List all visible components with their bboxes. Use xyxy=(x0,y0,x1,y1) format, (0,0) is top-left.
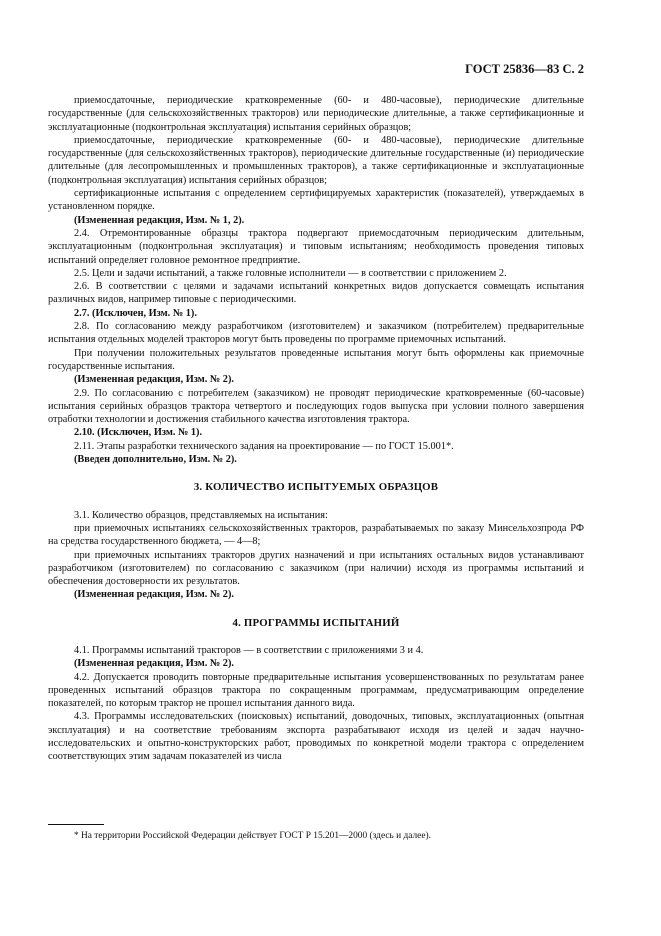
clause-2-10: 2.10. (Исключен, Изм. № 1). xyxy=(74,427,203,439)
clause-2-6: 2.6. В соответствии с целями и задачами испытаний конкретных видов допускается совмещать испытания различных видов, например типовые с периодическими. xyxy=(48,281,584,306)
clause-2-5: 2.5. Цели и задачи испытаний, а также головные исполнители — в соответствии с приложением 2. xyxy=(74,267,507,279)
clause-2-11: 2.11. Этапы разработки технического задания на проектирование — по ГОСТ 15.001*. xyxy=(74,440,454,452)
clause-2-9: 2.9. По согласованию с потребителем (заказчиком) не проводят периодические кратковременные (60-часовые) испытания серийных образцов трактора четвертого и последующих годов выпуска при условии полного завершения отработки технологии и достижения стабильного качества изготовления трактора. xyxy=(48,387,584,426)
revision-note: (Измененная редакция, Изм. № 1, 2). xyxy=(74,214,245,226)
clause-2-8: 2.8. По согласованию между разработчиком (изготовителем) и заказчиком (потребителем) предварительные испытания отдельных моделей тракторов могут быть проведены по программе приемочных испытаний. xyxy=(48,321,584,346)
revision-note: (Измененная редакция, Изм. № 2). xyxy=(74,658,234,670)
clause-4-2: 4.2. Допускается проводить повторные предварительные испытания усовершенствованных по результатам ранее проведенных испытаний образцов трактора по сокращенным программам, предусматривающим определение показателей, по которым трактор не прошел испытания данного вида. xyxy=(48,671,584,710)
clause-2-8-continued: При получении положительных результатов проведенные испытания могут быть оформлены как приемочные государственные испытания. xyxy=(48,347,584,372)
footnote: * На территории Российской Федерации действует ГОСТ Р 15.201—2000 (здесь и далее). xyxy=(74,831,431,841)
section-3-title: 3. КОЛИЧЕСТВО ИСПЫТУЕМЫХ ОБРАЗЦОВ xyxy=(193,481,439,494)
clause-2-4: 2.4. Отремонтированные образцы трактора подвергают приемосдаточным периодическим длительным, эксплуатационным (подконтрольная эксплуатация) и типовым испытаниям; необходимость проведения типовых испытаний определяет головное ремонтное предприятие. xyxy=(48,227,584,266)
revision-note: (Измененная редакция, Изм. № 2). xyxy=(74,589,234,601)
clause-4-3: 4.3. Программы исследовательских (поисковых) испытаний, доводочных, типовых, эксплуатационных (опытная эксплуатация) и на соответствие требованиям экспорта разрабатывают исходя из целей и задач научно-исследовательских и опытно-конструкторских работ, проводимых по конкретной модели трактора с определением соответствующих этим задачам показателей из числа xyxy=(48,711,584,763)
clause-3-1-item: при приемочных испытаниях тракторов других назначений и при испытаниях остальных видов устанавливают разработчиком (изготовителем) по согласованию с заказчиком (при наличии) исходя из программы испытаний и обеспечения достоверности их результатов. xyxy=(48,549,584,588)
addition-note: (Введен дополнительно, Изм. № 2). xyxy=(74,454,237,466)
document-body xyxy=(48,94,584,764)
paragraph: приемосдаточные, периодические кратковременные (60- и 480-часовые), периодические длительные государственные (для сельскохозяйственных тракторов) или периодические длительные, а также сертификационные и эксплуатационные (подконтрольная эксплуатация) испытания серийных образцов; xyxy=(48,95,584,133)
clause-3-1-item: при приемочных испытаниях сельскохозяйственных тракторов, разрабатываемых по заказу Минсельхозпрода РФ на средства государственного бюджета, — 4—8; xyxy=(48,522,584,548)
paragraph: сертификационные испытания с определением сертифицируемых характеристик (показателей), утверждаемых в установленном порядке. xyxy=(48,188,584,213)
clause-4-1: 4.1. Программы испытаний тракторов — в соответствии с приложениями 3 и 4. xyxy=(74,644,424,656)
clause-2-7: 2.7. (Исключен, Изм. № 1). xyxy=(74,307,197,319)
clause-3-1: 3.1. Количество образцов, представляемых на испытания: xyxy=(74,509,328,521)
paragraph: приемосдаточные, периодические кратковременные (60- и 480-часовые), периодические длительные государственные (для сельскохозяйственных тракторов), периодические длительные государственные (и) периодические длительные (для лесопромышленных и промышленных тракторов), а также сертификационные и эксплуатационные (подконтрольная эксплуатация) испытания серийных образцов; xyxy=(48,134,584,186)
page-header: ГОСТ 25836—83 С. 2 xyxy=(465,62,584,76)
revision-note: (Измененная редакция, Изм. № 2). xyxy=(74,374,234,386)
section-4-title: 4. ПРОГРАММЫ ИСПЫТАНИЙ xyxy=(232,616,400,629)
footnote-divider xyxy=(48,824,104,825)
